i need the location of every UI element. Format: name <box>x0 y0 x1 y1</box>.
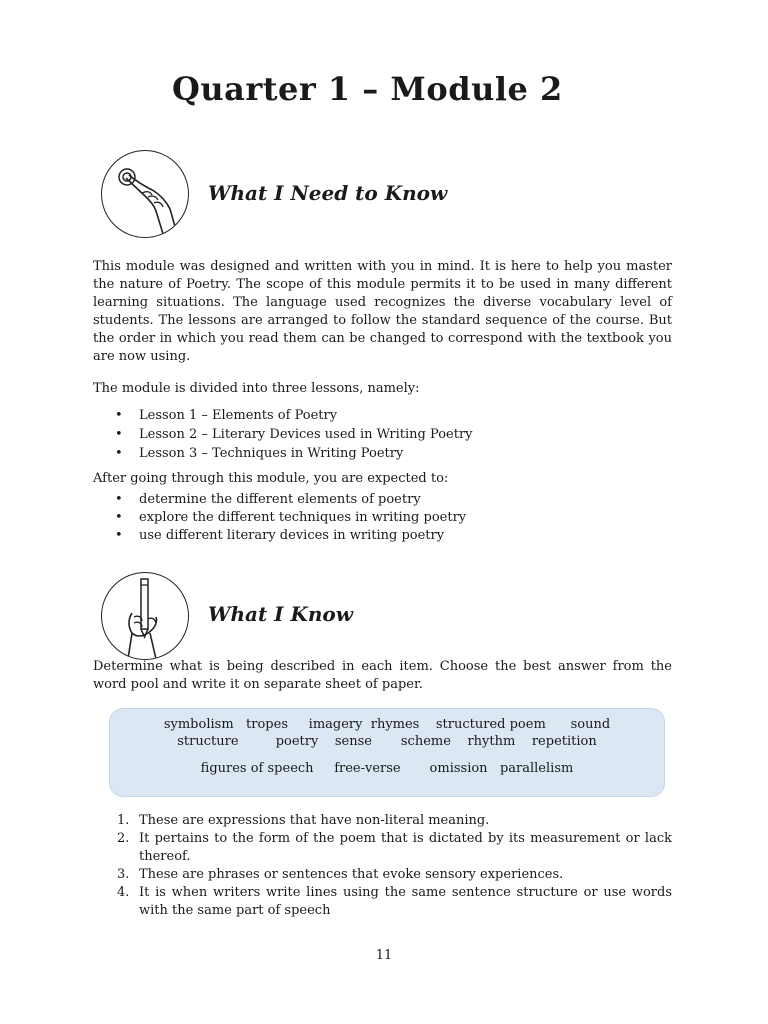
question-item <box>93 812 672 830</box>
lessons-intro: The module is divided into three lessons, namely: <box>93 381 420 396</box>
list-item: • Lesson 3 – Techniques in Writing Poetry <box>93 444 653 463</box>
list-item: • explore the different techniques in writing poetry <box>93 509 653 527</box>
question-list <box>93 812 672 920</box>
page-number: 11 <box>375 948 393 963</box>
question-text: These are phrases or sentences that evoke sensory experiences. <box>139 867 564 882</box>
pointing-hand-icon <box>101 150 189 238</box>
section-heading-what-i-know: What I Know <box>208 602 353 626</box>
question-number: 4. <box>117 885 130 900</box>
list-item: • use different literary devices in writing poetry <box>93 527 653 545</box>
section-heading-need-to-know: What I Need to Know <box>208 181 448 205</box>
instructions-paragraph: Determine what is being described in each item. Choose the best answer from the word pool and write it on separate sheet of paper. <box>93 659 672 692</box>
list-item: • Lesson 2 – Literary Devices used in Writing Poetry <box>93 425 653 444</box>
lessons-list <box>93 406 653 463</box>
question-text: These are expressions that have non-literal meaning. <box>139 813 490 828</box>
question-item <box>93 830 672 866</box>
word-pool-row: structure poetry sense scheme rhythm repetition <box>177 734 597 749</box>
word-pool-row: symbolism tropes imagery rhymes structured poem sound <box>163 717 611 732</box>
question-text: It is when writers write lines using the same sentence structure or use words with the same part of speech <box>139 885 672 918</box>
expectations-intro: After going through this module, you are expected to: <box>93 471 449 486</box>
hand-holding-pencil-icon <box>101 572 189 660</box>
question-item <box>93 884 672 920</box>
list-item: • determine the different elements of poetry <box>93 491 653 509</box>
question-number: 2. <box>117 831 130 846</box>
word-pool-row: figures of speech free-verse omission parallelism <box>200 761 574 776</box>
intro-paragraph: This module was designed and written with you in mind. It is here to help you master the nature of Poetry. The scope of this module permits it to be used in many different learning situations. The language used recognizes the diverse vocabulary level of students. The lessons are arranged to follow the standard sequence of the course. But the order in which you read them can be changed to correspond with the textbook you are now using. <box>93 259 672 364</box>
page-title: Quarter 1 – Module 2 <box>172 70 563 108</box>
question-item <box>93 866 672 884</box>
word-pool <box>109 708 665 797</box>
expectations-list <box>93 491 653 545</box>
question-number: 1. <box>117 813 130 828</box>
question-number: 3. <box>117 867 130 882</box>
question-text: It pertains to the form of the poem that is dictated by its measurement or lack thereof. <box>139 831 672 864</box>
list-item: • Lesson 1 – Elements of Poetry <box>93 406 653 425</box>
